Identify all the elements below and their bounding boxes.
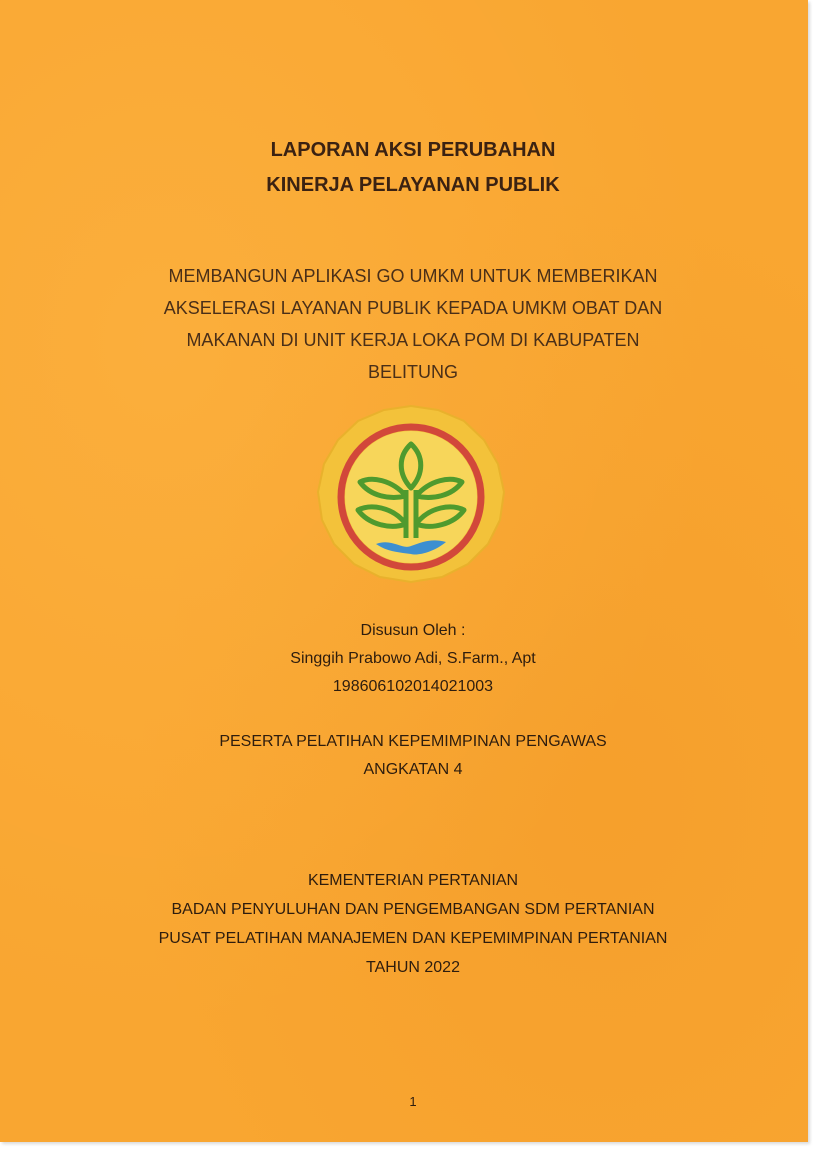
institution-line-1: KEMENTERIAN PERTANIAN [307,872,519,889]
report-title [0,133,826,203]
institution-block [0,866,826,982]
report-subtitle-line-1: MEMBANGUN APLIKASI GO UMKM UNTUK MEMBERIKAN [168,266,658,286]
peserta-block [0,728,826,784]
peserta-line-1: PESERTA PELATIHAN KEPEMIMPINAN PENGAWAS [219,733,607,750]
kementerian-pertanian-emblem-icon [314,404,508,584]
report-subtitle-line-2: AKSELERASI LAYANAN PUBLIK KEPADA UMKM OBAT DAN [163,298,663,318]
report-subtitle [130,260,696,388]
report-title-line-1: LAPORAN AKSI PERUBAHAN [270,139,556,161]
institution-line-4: TAHUN 2022 [366,959,460,976]
institution-line-2: BADAN PENYULUHAN DAN PENGEMBANGAN SDM PERTANIAN [171,901,655,918]
author-label: Disusun Oleh : [360,622,466,639]
author-nip: 198606102014021003 [332,678,494,695]
emblem-inner [345,431,477,563]
author-name: Singgih Prabowo Adi, S.Farm., Apt [290,650,536,667]
report-title-line-2: KINERJA PELAYANAN PUBLIK [266,174,560,196]
report-subtitle-line-4: BELITUNG [367,362,459,382]
report-subtitle-line-3: MAKANAN DI UNIT KERJA LOKA POM DI KABUPATEN [186,330,640,350]
institution-line-3: PUSAT PELATIHAN MANAJEMEN DAN KEPEMIMPINAN PERTANIAN [158,930,668,947]
author-block [0,617,826,701]
peserta-line-2: ANGKATAN 4 [363,761,463,778]
page-number: 1 [409,1094,417,1109]
